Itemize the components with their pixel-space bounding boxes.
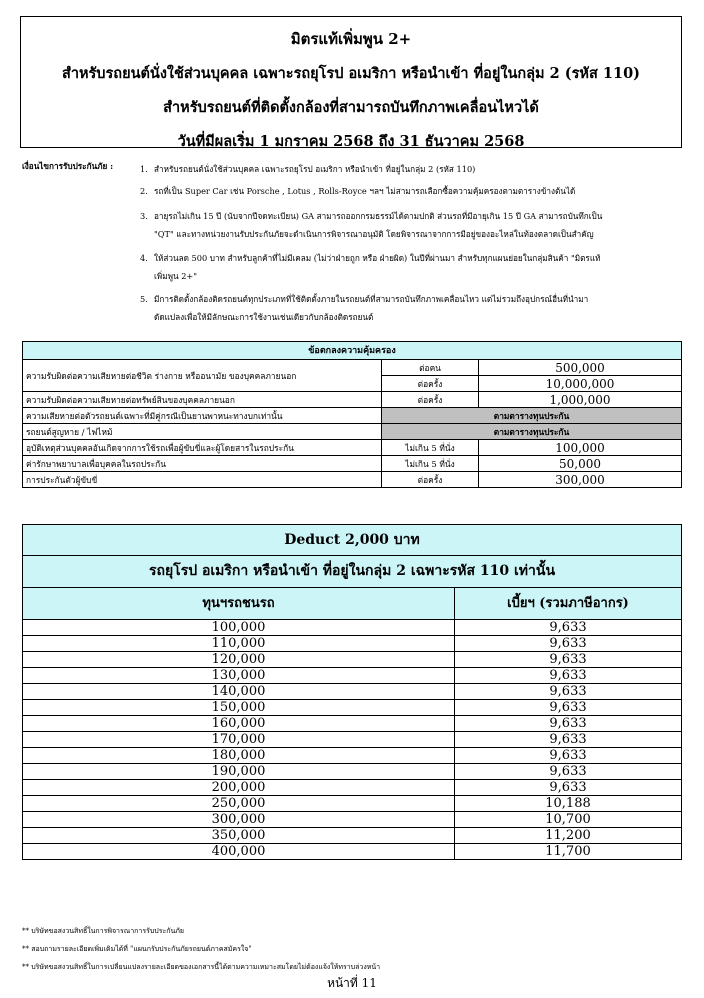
condition-item	[140, 290, 680, 326]
coverage-value: 300,000	[479, 472, 682, 488]
premium-cell: 9,633	[455, 668, 682, 684]
premium-cell: 10,188	[455, 796, 682, 812]
doc-title: มิตรแท้เพิ่มพูน 2+	[290, 30, 412, 48]
sum-insured-cell: 190,000	[23, 764, 455, 780]
condition-number: 4.	[140, 253, 148, 263]
table-row	[23, 812, 682, 828]
page-number: หน้าที่ 11	[327, 976, 377, 990]
table-row	[23, 456, 682, 472]
coverage-label: ความรับผิดต่อความเสียหายต่อชีวิต ร่างกาย หรืออนามัย ของบุคคลภายนอก	[23, 360, 382, 392]
table-row	[23, 360, 682, 376]
coverage-label: อุบัติเหตุส่วนบุคคลอันเกิดจากการใช้รถเพื่อผู้ขับขี่และผู้โดยสารในรถประกัน	[23, 440, 382, 456]
coverage-value: 1,000,000	[479, 392, 682, 408]
table-row	[23, 652, 682, 668]
table-row	[23, 392, 682, 408]
sum-insured-cell: 180,000	[23, 748, 455, 764]
premium-table	[22, 524, 682, 860]
sum-insured-cell: 150,000	[23, 700, 455, 716]
table-row	[23, 764, 682, 780]
doc-subtitle-vehicle: สำหรับรถยนต์นั่งใช้ส่วนบุคคล เฉพาะรถยุโรป อเมริกา หรือนำเข้า ที่อยู่ในกลุ่ม 2 (รหัส 110)	[61, 65, 641, 82]
table-row	[23, 684, 682, 700]
coverage-label: ความรับผิดต่อความเสียหายต่อทรัพย์สินของบุคคลภายนอก	[23, 392, 382, 408]
table-row	[23, 636, 682, 652]
condition-number: 5.	[140, 294, 148, 304]
coverage-unit: ไม่เกิน 5 ที่นั่ง	[382, 440, 479, 456]
header-box	[20, 16, 682, 148]
premium-cell: 9,633	[455, 636, 682, 652]
sum-insured-cell: 130,000	[23, 668, 455, 684]
conditions-label: เงื่อนไขการรับประกันภัย :	[22, 161, 114, 171]
coverage-title: ข้อตกลงความคุ้มครอง	[23, 342, 682, 360]
table-row	[23, 828, 682, 844]
table-row	[23, 844, 682, 860]
condition-item	[140, 249, 680, 285]
premium-body	[23, 620, 682, 860]
coverage-value: 100,000	[479, 440, 682, 456]
sum-insured-cell: 200,000	[23, 780, 455, 796]
table-row	[23, 472, 682, 488]
table-row	[23, 620, 682, 636]
coverage-value: 10,000,000	[479, 376, 682, 392]
footnote: ** บริษัทขอสงวนสิทธิ์ในการเปลี่ยนแปลงรายละเอียดของเอกสารนี้ได้ตามความเหมาะสมโดยไม่ต้องแจ้งให้ทราบล่วงหน้า	[22, 963, 381, 971]
condition-number: 3.	[140, 211, 148, 221]
coverage-value: 50,000	[479, 456, 682, 472]
footnotes	[22, 922, 682, 976]
condition-text: รถที่เป็น Super Car เช่น Porsche , Lotus , Rolls-Royce ฯลฯ ไม่สามารถเลือกซื้อความคุ้มครองตามตารางข้างต้นได้	[154, 186, 576, 196]
table-row	[23, 408, 682, 424]
table-row	[23, 700, 682, 716]
premium-cell: 9,633	[455, 620, 682, 636]
coverage-table	[22, 341, 682, 488]
table-row	[23, 796, 682, 812]
table-row	[23, 780, 682, 796]
sum-insured-cell: 110,000	[23, 636, 455, 652]
condition-item	[140, 185, 680, 197]
condition-number: 2.	[140, 186, 148, 196]
coverage-value: 500,000	[479, 360, 682, 376]
coverage-unit: ต่อครั้ง	[382, 392, 479, 408]
coverage-label: การประกันตัวผู้ขับขี่	[23, 472, 382, 488]
coverage-unit: ต่อคน	[382, 360, 479, 376]
condition-text: ให้ส่วนลด 500 บาท สำหรับลูกค้าที่ไม่มีเคลม (ไม่ว่าฝ่ายถูก หรือ ฝ่ายผิด) ในปีที่ผ่านมา สำหรับทุกแผนย่อยในกลุ่มสินค้า "มิตรแท้ เพิ่มพูน 2+"	[154, 253, 601, 281]
doc-effective-date: วันที่มีผลเริ่ม 1 มกราคม 2568 ถึง 31 ธันวาคม 2568	[177, 133, 525, 150]
premium-cell: 9,633	[455, 684, 682, 700]
footnote: ** สอบถามรายละเอียดเพิ่มเติมได้ที่ "แผนกรับประกันภัยรถยนต์ภาคสมัครใจ"	[22, 945, 252, 953]
table-row	[23, 716, 682, 732]
premium-cell: 10,700	[455, 812, 682, 828]
coverage-label: ค่ารักษาพยาบาลเพื่อบุคคลในรถประกัน	[23, 456, 382, 472]
table-row	[23, 732, 682, 748]
condition-item	[140, 163, 680, 175]
coverage-label: ความเสียหายต่อตัวรถยนต์เฉพาะที่มีคู่กรณีเป็นยานพาหนะทางบกเท่านั้น	[23, 408, 382, 424]
coverage-label: รถยนต์สูญหาย / ไฟไหม้	[23, 424, 382, 440]
sum-insured-cell: 140,000	[23, 684, 455, 700]
coverage-unit: ต่อครั้ง	[382, 472, 479, 488]
sum-insured-cell: 160,000	[23, 716, 455, 732]
sum-insured-cell: 350,000	[23, 828, 455, 844]
sum-insured-cell: 400,000	[23, 844, 455, 860]
doc-subtitle-camera: สำหรับรถยนต์ที่ติดตั้งกล้องที่สามารถบันทึกภาพเคลื่อนไหวได้	[163, 99, 539, 116]
premium-cell: 9,633	[455, 780, 682, 796]
premium-cell: 9,633	[455, 716, 682, 732]
premium-cell: 11,700	[455, 844, 682, 860]
deduct-header: Deduct 2,000 บาท	[23, 525, 682, 556]
sum-insured-cell: 120,000	[23, 652, 455, 668]
table-row	[23, 424, 682, 440]
table-row	[23, 668, 682, 684]
table-row	[23, 748, 682, 764]
coverage-unit: ต่อครั้ง	[382, 376, 479, 392]
premium-cell: 11,200	[455, 828, 682, 844]
coverage-merged-value: ตามตารางทุนประกัน	[382, 408, 682, 424]
premium-cell: 9,633	[455, 652, 682, 668]
column-header-sum-insured: ทุนฯรถชนรถ	[23, 588, 455, 620]
sum-insured-cell: 170,000	[23, 732, 455, 748]
coverage-merged-value: ตามตารางทุนประกัน	[382, 424, 682, 440]
premium-cell: 9,633	[455, 732, 682, 748]
sum-insured-cell: 300,000	[23, 812, 455, 828]
column-header-premium: เบี้ยฯ (รวมภาษีอากร)	[455, 588, 682, 620]
premium-subtitle: รถยุโรป อเมริกา หรือนำเข้า ที่อยู่ในกลุ่ม 2 เฉพาะรหัส 110 เท่านั้น	[23, 556, 682, 588]
premium-cell: 9,633	[455, 700, 682, 716]
condition-text: อายุรถไม่เกิน 15 ปี (นับจากปีจดทะเบียน) GA สามารถออกกรมธรรม์ได้ตามปกติ ส่วนรถที่มีอายุเกิน 15 ปี GA สามารถบันทึกเป็น "QT" และทางหน่วยงานรับประกันภัยจะดำเนินการพิจารณาอนุมัติ โดยพิจารณาจากการมีอยู่ของอะไหล่ในท้องตลาดเป็นสำคัญ	[154, 211, 603, 239]
premium-cell: 9,633	[455, 748, 682, 764]
condition-item	[140, 207, 680, 243]
sum-insured-cell: 250,000	[23, 796, 455, 812]
condition-text: มีการติดตั้งกล้องติดรถยนต์ทุกประเภทที่ใช้ติดตั้งภายในรถยนต์ที่สามารถบันทึกภาพเคลื่อนไหว แต่ไม่รวมถึงอุปกรณ์อื่นที่นำมา ดัดแปลงเพื่อให้มีลักษณะการใช้งานเช่นเดียวกับกล้องติดรถยนต์	[154, 294, 589, 322]
footnote: ** บริษัทขอสงวนสิทธิ์ในการพิจารณาการรับประกันภัย	[22, 927, 185, 935]
coverage-unit: ไม่เกิน 5 ที่นั่ง	[382, 456, 479, 472]
sum-insured-cell: 100,000	[23, 620, 455, 636]
condition-number: 1.	[140, 164, 148, 174]
condition-text: สำหรับรถยนต์นั่งใช้ส่วนบุคคล เฉพาะรถยุโรป อเมริกา หรือนำเข้า ที่อยู่ในกลุ่ม 2 (รหัส 110)	[154, 164, 476, 174]
premium-cell: 9,633	[455, 764, 682, 780]
table-row	[23, 440, 682, 456]
